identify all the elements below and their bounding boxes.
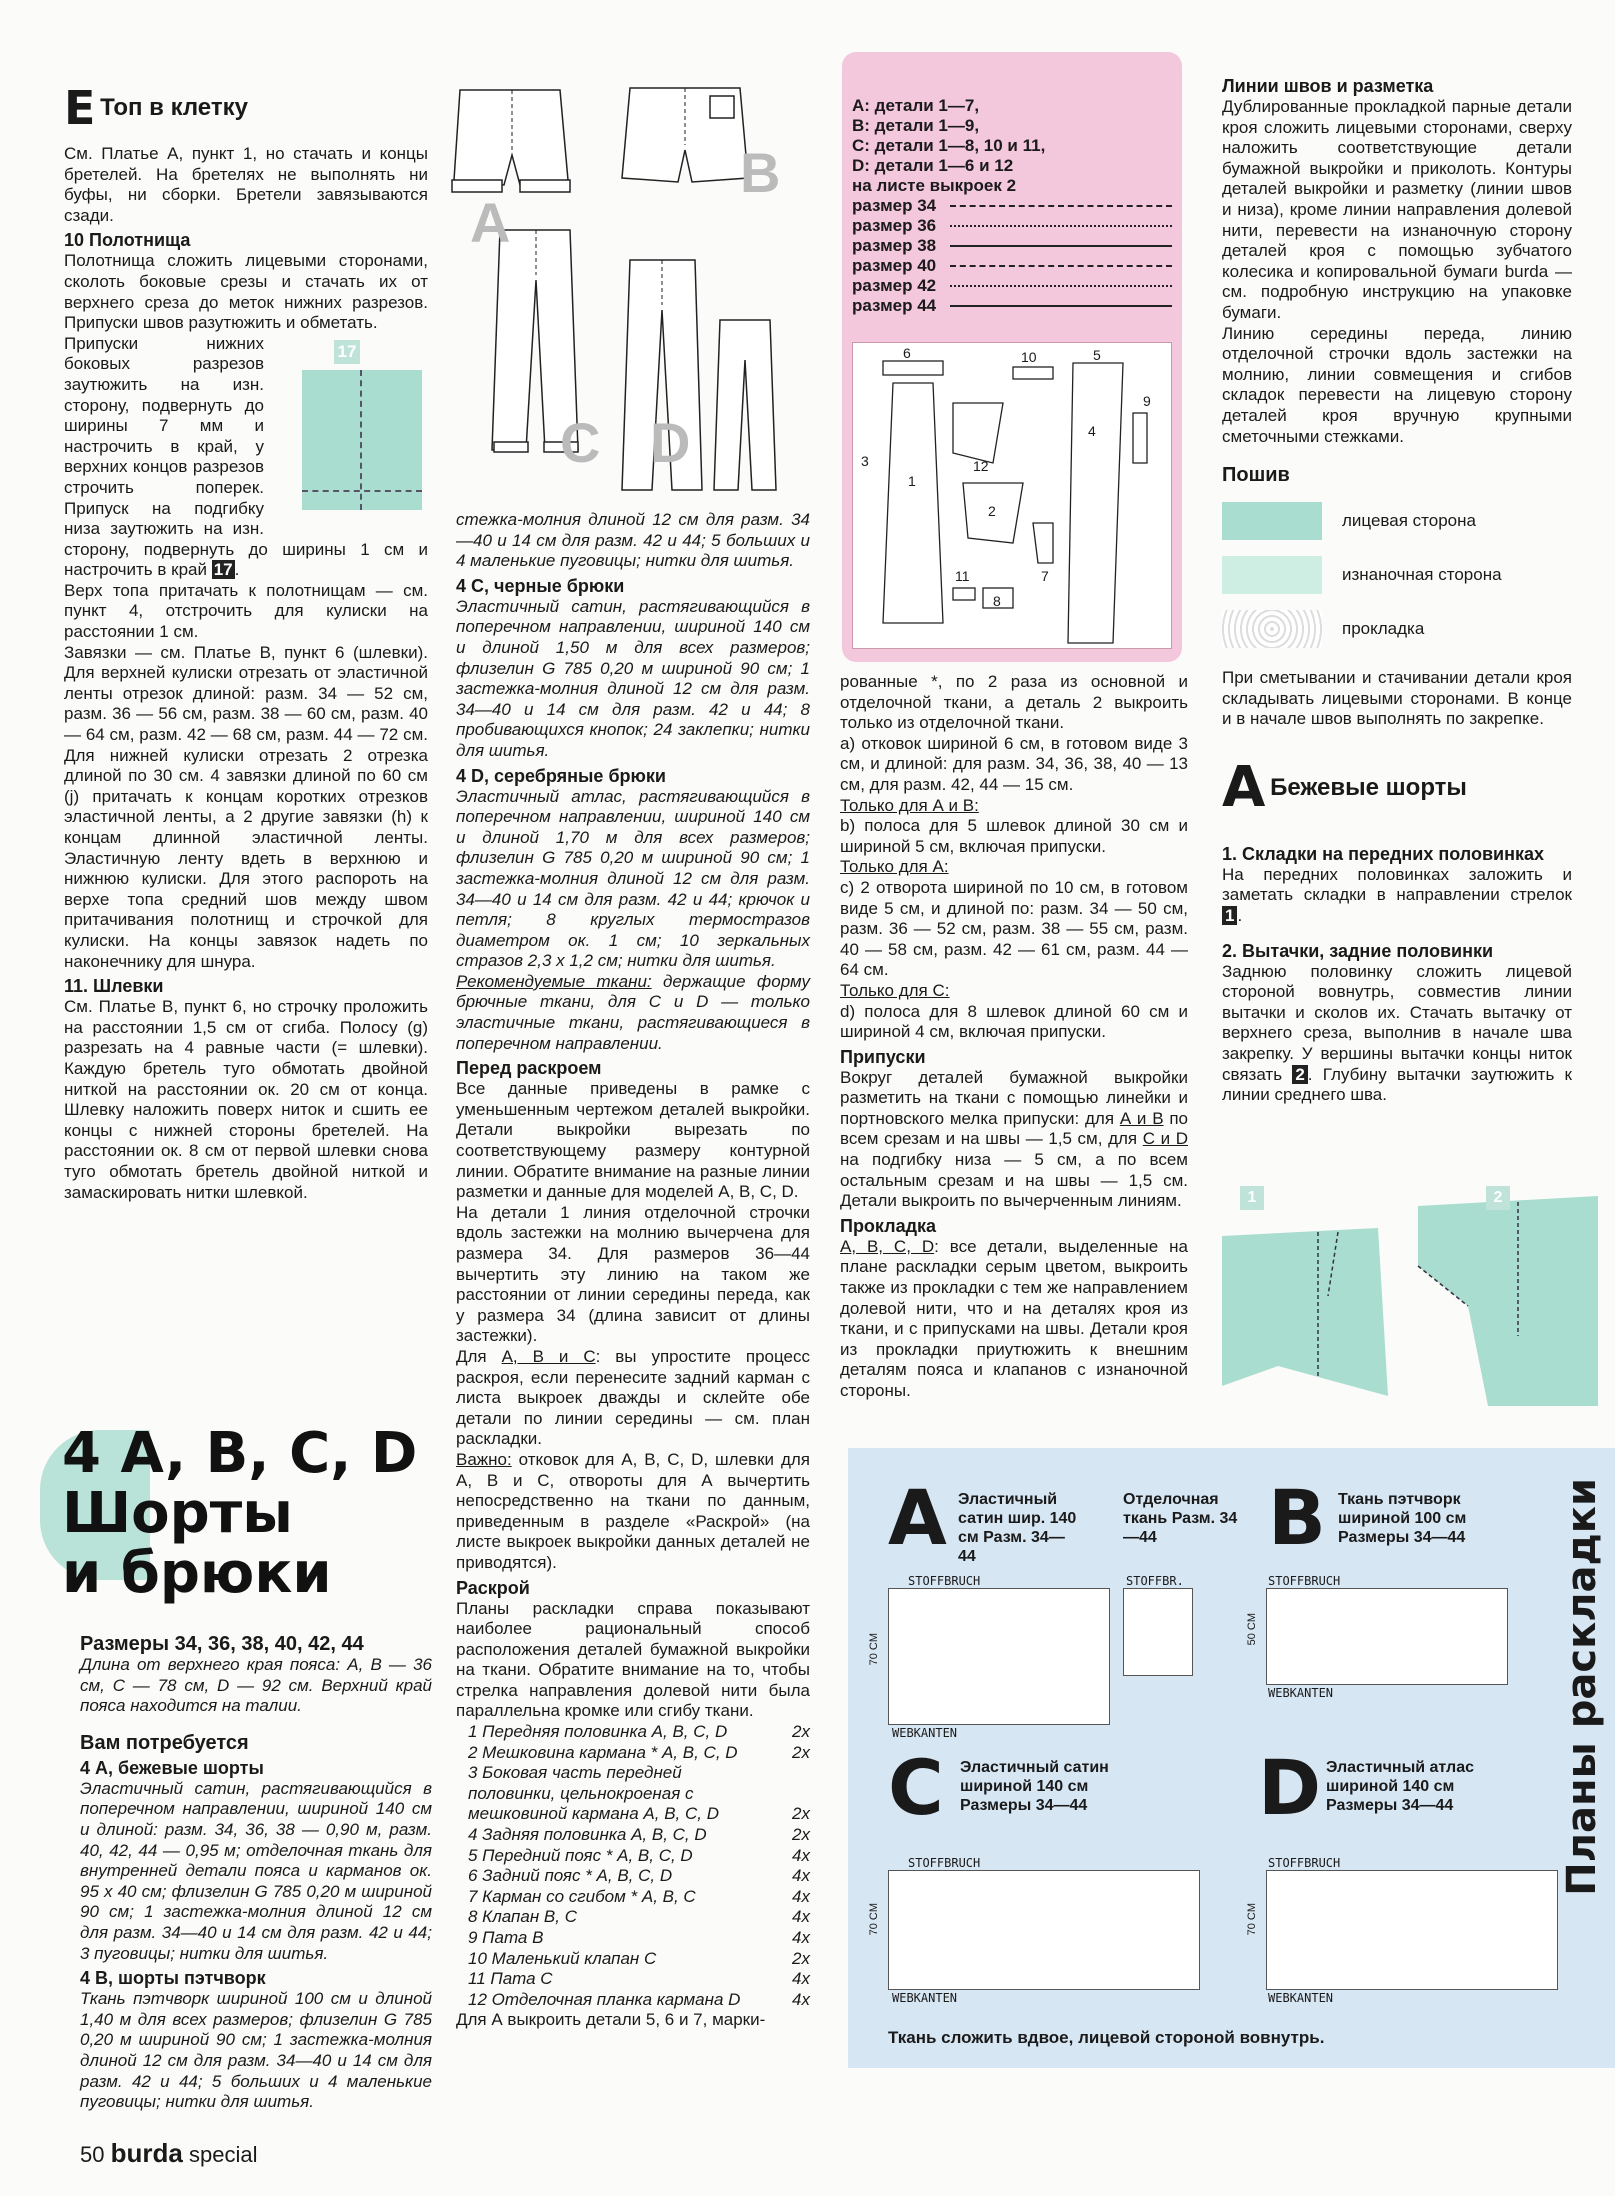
paragraph: Заднюю половинку сложить лицевой стороной вовнутрь, совместив линии вытачки и сколов их. Стачать вытачку от верхнего среза, выполнив в начале шва закрепку. У вершины вытачки концы ниток связать 2 . Глубину вытачки заутюжить к линии среднего шва. bbox=[1222, 961, 1572, 1105]
piece-label: 7 bbox=[1041, 568, 1049, 584]
layout-a-trim bbox=[1123, 1588, 1193, 1676]
paragraph: Важно: отковок для А, В, С, D, шлевки для А, В и С, отвороты для А вычертить непосредственно на ткани по данным, приведенным в разделе «Раскрой» (на листе выкроек выкройки данных деталей не приводятся). bbox=[456, 1449, 810, 1572]
legend-swatch-right-side bbox=[1222, 502, 1322, 540]
need-b-continued: стежка-молния длиной 12 см для разм. 34—40 и 14 см для разм. 42 и 44; 5 больших и 4 маленькие пуговицы; нитки для шитья. bbox=[456, 510, 810, 571]
width-label: 70 CM bbox=[1246, 1903, 1258, 1936]
size-row: размер 34 bbox=[852, 196, 1172, 216]
garment-sketches bbox=[440, 70, 830, 510]
parts-list bbox=[456, 1722, 810, 2010]
figure-svg bbox=[1218, 1186, 1615, 1416]
sizes-title: Размеры 34, 36, 38, 40, 42, 44 bbox=[80, 1633, 364, 1655]
pattern-miniature bbox=[852, 342, 1172, 649]
subheading: Только для А и В: bbox=[840, 795, 979, 815]
legend-swatch-wrong-side bbox=[1222, 556, 1322, 594]
step-heading: 10 Полотнища bbox=[64, 230, 191, 251]
piece-label: 12 bbox=[973, 458, 989, 474]
paragraph: Все данные приведены в рамке с уменьшенным чертежом деталей выкройки. Детали выкройки вырезать по соответствующему размеру контурной линии. Обратите внимание на разные линии разметки и данные для моделей А, В, С, D. bbox=[456, 1079, 810, 1202]
paragraph: На детали 1 линия отделочной строчки вдоль застежки на молнию вычерчена для размера 34. Для размеров 36—44 вычертить эту линию на таком же расстоянии от линии середины переда, как у размера 34 (длина зависит от длины застежки). bbox=[456, 1202, 810, 1346]
size-row: размер 38 bbox=[852, 236, 1172, 256]
plan-letter: A bbox=[888, 1473, 947, 1562]
need-a-heading: 4 А, бежевые шорты bbox=[80, 1757, 264, 1778]
selvage-label: WEBKANTEN bbox=[1268, 1991, 1334, 2005]
piece-label: 3 bbox=[861, 453, 869, 469]
allowances-title: Припуски bbox=[840, 1046, 926, 1067]
selvage-label: WEBKANTEN bbox=[1268, 1686, 1334, 1700]
piece-label: 5 bbox=[1093, 347, 1101, 363]
section-title-line: 4 A, B, C, D bbox=[62, 1421, 418, 1486]
before-cut-title: Перед раскроем bbox=[456, 1058, 602, 1079]
size-row: размер 42 bbox=[852, 276, 1172, 296]
pattern-line: на листе выкроек 2 bbox=[852, 176, 1017, 195]
paragraph: Планы раскладки справа показывают наиболее рациональный способ расположения деталей бумажной выкройки на ткани. Обратите внимание на то, чтобы стрелка направления долевой нити была параллельна кромке или сгибу ткани. bbox=[456, 1598, 810, 1721]
brand-special: special bbox=[188, 2142, 258, 2167]
step-heading: 11. Шлевки bbox=[64, 976, 164, 997]
paragraph: См. Платье А, пункт 1, но стачать и концы бретелей. На бретелях не выполнять ни буфы, ни сборки. Бретели завязываются сзади. bbox=[64, 144, 428, 225]
figure-1-2 bbox=[1218, 1186, 1615, 1416]
width-label: 50 CM bbox=[1246, 1613, 1258, 1646]
paragraph: d) полоса для 8 шлевок длиной 60 см и шириной 4 см, включая припуски. bbox=[840, 1001, 1188, 1042]
column-3 bbox=[840, 672, 1188, 1402]
paragraph: На передних половинках заложить и заметать складки в направлении стрелок 1 . bbox=[1222, 864, 1572, 926]
pattern-line: С: детали 1—8, 10 и 11, bbox=[852, 136, 1046, 155]
size-row: размер 44 bbox=[852, 296, 1172, 316]
model-letter-a: A bbox=[470, 191, 511, 254]
legend-row: лицевая сторона bbox=[1222, 494, 1572, 548]
piece-label: 10 bbox=[1021, 349, 1037, 365]
piece-label: 1 bbox=[908, 473, 916, 489]
plan-caption: Эластичный сатин шир. 140 см Разм. 34—44 bbox=[958, 1491, 1077, 1565]
cut-title: Раскрой bbox=[456, 1577, 530, 1598]
legend-row: изнаночная сторона bbox=[1222, 548, 1572, 602]
size-row: размер 40 bbox=[852, 256, 1172, 276]
subheading: Только для С: bbox=[840, 980, 950, 1000]
plan-letter: C bbox=[888, 1743, 944, 1832]
list-item: 10 Маленький клапан С 2х bbox=[468, 1948, 810, 1968]
need-a-text: Эластичный сатин, растягивающийся в поперечном направлении, шириной 140 см и длиной: разм. 34, 36, 38 — 0,90 м, разм. 40, 42, 44 — 0,95 м; отделочная ткань для внутренней детали пояса и карманов ок. 95 х 40 см; флизелин G 785 0,20 м шириной 90 см; 1 застежка-молния длиной 12 см для разм. 34—40 и 14 см для разм. 42 и 44; 3 пуговицы; нитки для шитья. bbox=[80, 1778, 432, 1963]
piece-label: 2 bbox=[988, 503, 996, 519]
list-item: 12 Отделочная планка кармана D 4х bbox=[468, 1989, 810, 2009]
list-item: 9 Пата В 4х bbox=[468, 1928, 810, 1947]
piece-label: 9 bbox=[1143, 393, 1151, 409]
section-title bbox=[62, 1421, 418, 1606]
sizes-text: Длина от верхнего края пояса: А, В — 36 см, С — 78 см, D — 92 см. Верхний край пояса находится на талии. bbox=[80, 1655, 432, 1716]
seams-title: Линии швов и разметка bbox=[1222, 76, 1434, 96]
legend bbox=[1222, 494, 1572, 656]
plan-caption: Отделочная ткань Разм. 34—44 bbox=[1123, 1491, 1238, 1546]
layout-d bbox=[1266, 1870, 1558, 1990]
paragraph: Припуски нижних боковых разрезов заутюжить на изн. сторону, подвернуть до ширины 7 мм и настрочить в край, у верхних концов разрезов строчить поперек. Припуск на подгибку низа заутюжить на изн. сторону, подвернуть до ширины 1 см и настрочить в край 17 . bbox=[64, 333, 428, 580]
model-letter-b: B bbox=[740, 141, 781, 204]
step-heading: 1. Складки на передних половинках bbox=[1222, 843, 1544, 864]
piece-label: 8 bbox=[993, 593, 1001, 609]
recommended-fabrics: Рекомендуемые ткани: держащие форму брючные ткани, для С и D — только эластичные ткани, растягивающиеся в поперечном направлении. bbox=[456, 971, 810, 1053]
legend-row: прокладка bbox=[1222, 602, 1572, 656]
need-b-text: Ткань пэтчворк шириной 100 см и длиной 1,40 м для всех размеров; флизелин G 785 0,20 м шириной 90 см; 1 застежка-молния длиной 12 см для разм. 34—40 и 14 см для разм. 42 и 44; 5 больших и 4 маленькие пуговицы; нитки для шитья. bbox=[80, 1989, 432, 2112]
paragraph: Вокруг деталей бумажной выкройки разметить на ткани с помощью линейки и портновского мелка припуски: для А и В по всем срезам и на швы — 1,5 см, для С и D на подгибку низа — 5 см, а по всем остальным срезам и на швы — 1,5 см. Детали выкроить по вычерченным линиям. bbox=[840, 1067, 1188, 1211]
fold-label: STOFFBRUCH bbox=[908, 1574, 981, 1588]
legend-swatch-interfacing bbox=[1222, 610, 1322, 648]
figure-number: 2 bbox=[1486, 1186, 1510, 1210]
list-item: 2 Мешковина кармана * А, В, С, D 2х bbox=[468, 1742, 810, 1762]
hem-line bbox=[302, 490, 422, 492]
step-heading: 2. Вытачки, задние половинки bbox=[1222, 940, 1494, 961]
plan-caption: Ткань пэтчворк шириной 100 см Размеры 34—44 bbox=[1338, 1491, 1467, 1546]
seam-line bbox=[360, 370, 362, 510]
plan-caption: Эластичный атлас шириной 140 см Размеры 34—44 bbox=[1326, 1759, 1474, 1814]
paragraph: а) отковок шириной 6 см, в готовом виде 3 см, и длиной: для разм. 34, 36, 38, 40 — 13 см, для разм. 42, 44 — 15 см. bbox=[840, 733, 1188, 794]
need-c-heading: 4 С, черные брюки bbox=[456, 575, 625, 596]
section-title-line: Шорты bbox=[62, 1481, 293, 1546]
figure-number: 1 bbox=[1240, 1186, 1264, 1210]
sizes-block bbox=[80, 1630, 432, 2113]
paragraph: Верх топа притачать к полотнищам — см. пункт 4, отстрочить для кулиски на расстоянии 1 см. bbox=[64, 580, 428, 642]
paragraph: Завязки — см. Платье В, пункт 6 (шлевки). Для верхней кулиски отрезать от эластичной ленты отрезок длиной: разм. 34 — 52 см, разм. 36 — 56 см, разм. 38 — 60 см, разм. 40 — 64 см, разм. 42 — 68 см, разм. 44 — 72 см. Для нижней кулиски отрезать 2 отрезка длиной по 30 см. 4 завязки длиной по 60 см (j) притачать к концам коротких отрезков эластичной ленты, а 2 другие завязки (h) к концам длинной эластичной ленты. Эластичную ленту вдеть в верхнюю и нижнюю кулиски. Для этого распороть на верхе топа средний шов между швом притачивания полотнищ и строчкой для кулиски. На концы завязок надеть по наконечнику для шнура. bbox=[64, 642, 428, 971]
plan-letter: D bbox=[1258, 1743, 1322, 1832]
paragraph: Полотнища сложить лицевыми сторонами, сколоть боковые срезы и стачать их от верхнего среза до меток нижних разрезов. Припуски швов разутюжить и обметать. bbox=[64, 251, 428, 333]
size-row: размер 36 bbox=[852, 216, 1172, 236]
paragraph: Для А выкроить детали 5, 6 и 7, марки- bbox=[456, 2010, 766, 2030]
figure-number: 17 bbox=[334, 340, 360, 364]
layout-c bbox=[888, 1870, 1200, 1990]
selvage-label: WEBKANTEN bbox=[892, 1991, 958, 2005]
selvage-label: WEBKANTEN bbox=[892, 1726, 958, 1740]
section-a-heading: A Бежевые шорты bbox=[1222, 755, 1467, 821]
need-d-text: Эластичный атлас, растягивающийся в поперечном направлении, шириной 140 см и длиной 1,70 м для всех размеров; флизелин G 785 0,20 м шириной 90 см; 1 застежка-молния длиной 12 см для разм. 34—40 и 14 см для разм. 42 и 44; крючок и петля; 8 круглых термостразов диаметром ок. 1 см; 10 зеркальных стразов 2,3 х 1,2 см; нитки для шитья. bbox=[456, 786, 810, 971]
paragraph: А, В, С, D: все детали, выделенные на плане раскладки серым цветом, выкроить также из прокладки с тем же направлением долевой нити, что и на деталях кроя из ткани, и с припусками на швы. Детали кроя из прокладки приутюжить к внешним деталям пояса и клапанов с изнаночной стороны. bbox=[840, 1236, 1188, 1400]
list-item: 1 Передняя половинка А, В, С, D 2х bbox=[468, 1722, 810, 1742]
list-item: 7 Карман со сгибом * А, В, С 4х bbox=[468, 1886, 810, 1906]
piece-label: 11 bbox=[955, 568, 970, 584]
fold-label: STOFFBRUCH bbox=[1268, 1856, 1341, 1870]
page-number: 50 bbox=[80, 2142, 105, 2167]
paragraph: Линию середины переда, линию отделочной строчки вдоль застежки на молнию, линии совмещения и сгибов складок перевести на лицевую сторону деталей кроя вручную крупными сметочными стежками. bbox=[1222, 323, 1572, 446]
paragraph: b) полоса для 5 шлевок длиной 30 см и шириной 5 см, включая припуски. bbox=[840, 816, 1188, 856]
layout-b bbox=[1266, 1588, 1508, 1685]
paragraph: рованные *, по 2 раза из основной и отделочной ткани, а деталь 2 выкроить только из отделочной ткани. bbox=[840, 672, 1188, 733]
list-item: 8 Клапан В, С 4х bbox=[468, 1907, 810, 1927]
sketch-svg bbox=[440, 70, 830, 510]
list-item: 11 Пата С 4х bbox=[468, 1969, 810, 1989]
brand-logo: burda bbox=[110, 2138, 183, 2168]
need-b-heading: 4 В, шорты пэтчворк bbox=[80, 1968, 266, 1989]
pattern-line: А: детали 1—7, bbox=[852, 96, 980, 115]
plan-caption: Эластичный сатин шириной 140 см Размеры 34—44 bbox=[960, 1759, 1109, 1814]
garment-panel bbox=[302, 370, 422, 510]
paragraph: с) 2 отворота шириной по 10 см, в готовом виде 5 см, и длиной по: разм. 34 — 50 см, разм. 36 — 52 см, разм. 38 — 55 см, разм. 40 — 58 см, разм. 42 — 61 см, разм. 44 — 64 см. bbox=[840, 877, 1188, 980]
layout-plans-vertical-title: Планы раскладки bbox=[1559, 1478, 1605, 1896]
list-item: 6 Задний пояс * А, В, С, D 4х bbox=[468, 1866, 810, 1886]
column-4 bbox=[1222, 76, 1572, 1106]
fold-label: STOFFBRUCH bbox=[1268, 1574, 1341, 1588]
list-item: 5 Передний пояс * А, В, С, D 4х bbox=[468, 1845, 810, 1865]
piece-label: 4 bbox=[1088, 423, 1096, 439]
paragraph: Дублированные прокладкой парные детали кроя сложить лицевыми сторонами, сверху наложить соответствующие детали бумажной выкройки и приколоть. Контуры деталей выкройки и разметку (линии швов и низа), кроме линии направления долевой нити, перевести на изнаночную сторону деталей кроя с помощью зубчатого колесика и копировальной бумаги burda — см. подробную инструкцию на упаковке бумаги. bbox=[1222, 97, 1572, 322]
layout-plans-panel bbox=[848, 1448, 1615, 2068]
piece-label: 6 bbox=[903, 345, 911, 361]
fold-label: STOFFBR. bbox=[1126, 1574, 1184, 1588]
section-e-heading bbox=[64, 81, 428, 138]
width-label: 70 CM bbox=[868, 1633, 880, 1666]
paragraph: См. Платье В, пункт 6, но строчку проложить на расстоянии 1,5 см от сгиба. Полосу (g) разрезать на 4 равные части (= шлевки). Каждую бретель туго обмотать двойной ниткой на расстоянии ок. 20 см от конца. Шлевку наложить поверх ниток и сшить ее концы с нижней стороны бретелей. На расстоянии ок. 8 см от первой шлевки снова туго обмотать бретель двойной ниткой и замаскировать нитки шлевкой. bbox=[64, 997, 428, 1202]
paragraph: При сметывании и стачивании детали кроя складывать лицевыми сторонами. В конце и в начале швов выполнять по закрепке. bbox=[1222, 668, 1572, 729]
pattern-line: В: детали 1—9, bbox=[852, 116, 980, 135]
layout-a bbox=[888, 1588, 1110, 1725]
fold-label: STOFFBRUCH bbox=[908, 1856, 981, 1870]
sewing-title: Пошив bbox=[1222, 464, 1290, 487]
subheading: Только для А: bbox=[840, 857, 949, 877]
width-label: 70 CM bbox=[868, 1903, 880, 1936]
paragraph: Для А, В и С: вы упростите процесс раскроя, если перенесите задний карман с листа выкроек дважды и склейте обе детали по линии середины — см. план раскладки. bbox=[456, 1346, 810, 1449]
need-d-heading: 4 D, серебряные брюки bbox=[456, 765, 666, 786]
need-title: Вам потребуется bbox=[80, 1731, 249, 1754]
page-footer bbox=[80, 2138, 257, 2169]
list-item: 3 Боковая часть передней половинки, цельнокроеная с мешковиной кармана А, В, С, D 2х bbox=[468, 1763, 810, 1824]
interfacing-title: Прокладка bbox=[840, 1215, 937, 1236]
column-1 bbox=[64, 81, 428, 1203]
section-e-title: Топ в клетку bbox=[100, 94, 248, 122]
figure-17 bbox=[272, 340, 428, 520]
model-letter-c: C bbox=[560, 411, 601, 474]
section-title-line: и брюки bbox=[62, 1541, 332, 1606]
plan-letter: B bbox=[1268, 1473, 1326, 1562]
pattern-info-text bbox=[852, 96, 1172, 316]
section-e-letter: E bbox=[64, 81, 96, 136]
column-2 bbox=[456, 510, 810, 2031]
need-c-text: Эластичный сатин, растягивающийся в поперечном направлении, шириной 140 см и длиной 1,50 м для всех размеров; флизелин G 785 0,20 м шириной 90 см; 1 застежка-молния длиной 12 см для разм. 34—40 и 14 см для разм. 42 и 44; 8 пробивающихся кнопок; 24 заклепки; нитки для шитья. bbox=[456, 596, 810, 760]
layout-footer-note: Ткань сложить вдвое, лицевой стороной вовнутрь. bbox=[888, 2028, 1325, 2047]
pattern-line: D: детали 1—6 и 12 bbox=[852, 156, 1014, 175]
model-letter-d: D bbox=[650, 411, 691, 474]
pattern-pieces-svg bbox=[853, 343, 1171, 648]
list-item: 4 Задняя половинка А, В, С, D 2х bbox=[468, 1825, 810, 1845]
